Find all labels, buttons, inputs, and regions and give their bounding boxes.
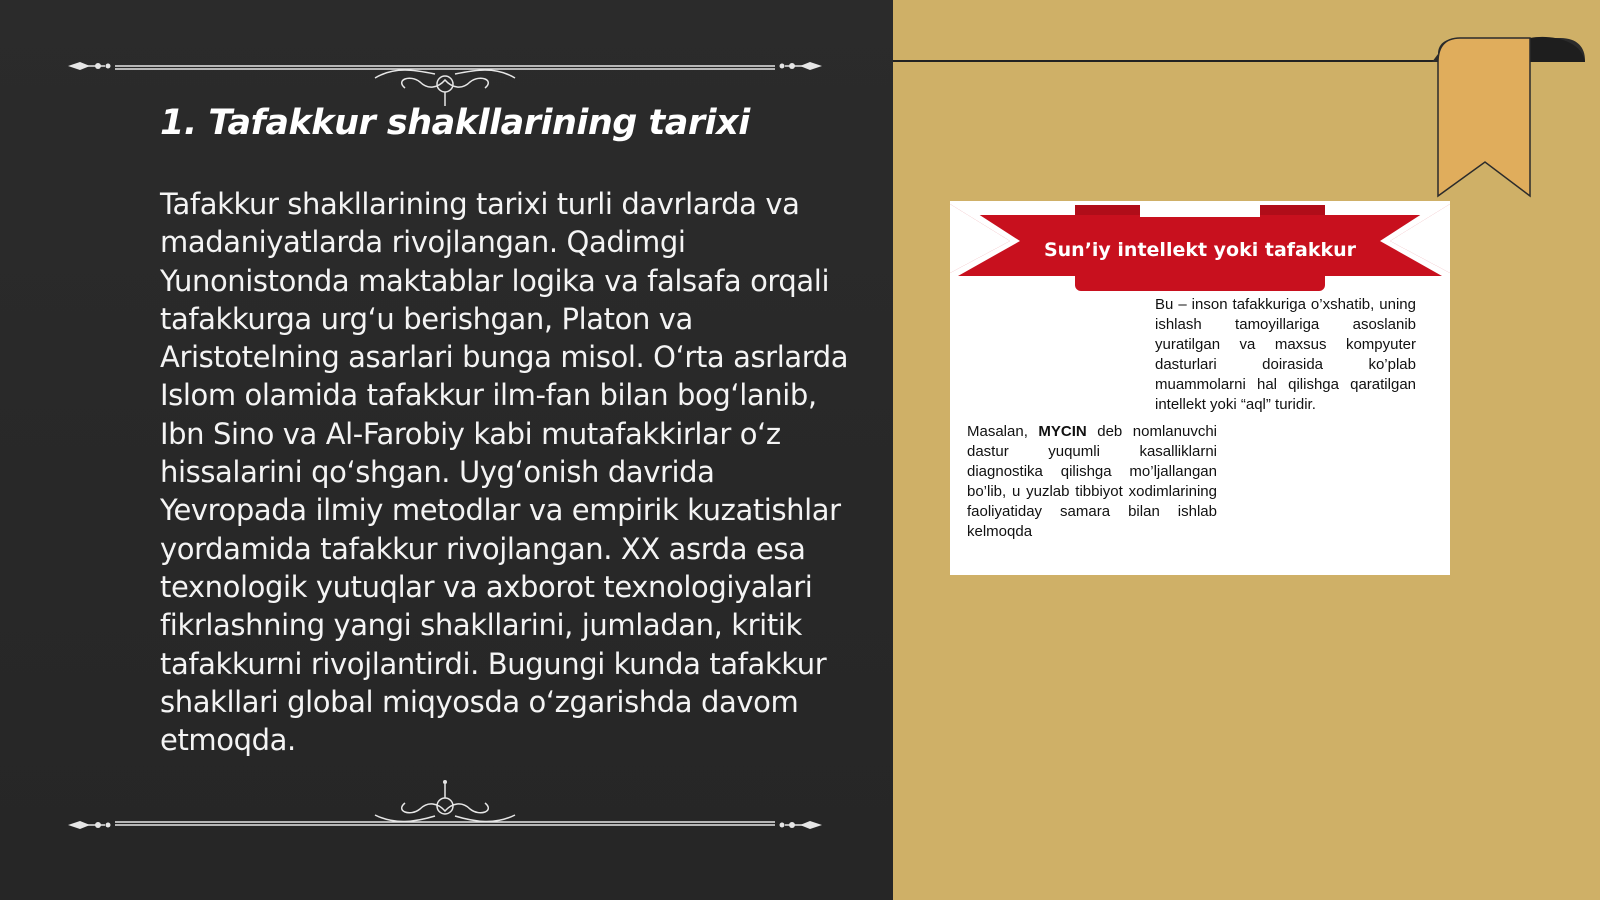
info-card	[950, 201, 1450, 575]
card-paragraph-2-rest: deb nomlanuvchi dastur yuqumli kasalliklarni diagnostika qilishga mo’ljallangan bo’lib, u yuzlab tibbiyot xodimlarining faoliyatiday samara bilan ishlab kelmoqda	[967, 423, 1217, 540]
slide-body-text: Tafakkur shakllarining tarixi turli davrlarda va madaniyatlarda rivojlangan. Qadimgi Yunonistonda maktablar logika va falsafa orqali tafakkurga urg‘u berishgan, Platon va Aristotelning asarlari bunga misol. O‘rta asrlarda Islom olamida tafakkur ilm-fan bilan bog‘lanib, Ibn Sino va Al-Farobiy kabi mutafakkirlar o‘z hissalarini qo‘shgan. Uyg‘onish davrida Yevropada ilmiy metodlar va empirik kuzatishlar yordamida tafakkur rivojlangan. XX asrda esa texnologik yutuqlar va axborot texnologiyalari fikrlashning yangi shakllarini, jumladan, kritik tafakkurni rivojlantirdi. Bugungi kunda tafakkur shakllari global miqyosda o‘zgarishda davom etmoqda.	[160, 187, 849, 758]
card-title: Sun’iy intellekt yoki tafakkur	[1043, 239, 1357, 261]
horizontal-rule	[893, 60, 1438, 62]
top-ornament-divider	[60, 48, 830, 108]
card-paragraph-2	[967, 422, 1217, 542]
card-paragraph-2-prefix: Masalan,	[967, 423, 1028, 440]
bottom-ornament-divider	[60, 770, 830, 830]
card-paragraph-1: Bu – inson tafakkuriga o’xshatib, uning ishlash tamoyillariga asoslanib yuratilgan va maxsus kompyuter dasturlari doirasida ko’plab muammolarni hal qilishga qaratilgan intellekt yoki “aql” turidir.	[1155, 296, 1416, 413]
card-paragraph-2-bold: MYCIN	[1038, 423, 1087, 440]
slide-title: 1. Tafakkur shakllarining tarixi	[160, 103, 750, 143]
bookmark-ribbon-icon	[1430, 34, 1590, 204]
